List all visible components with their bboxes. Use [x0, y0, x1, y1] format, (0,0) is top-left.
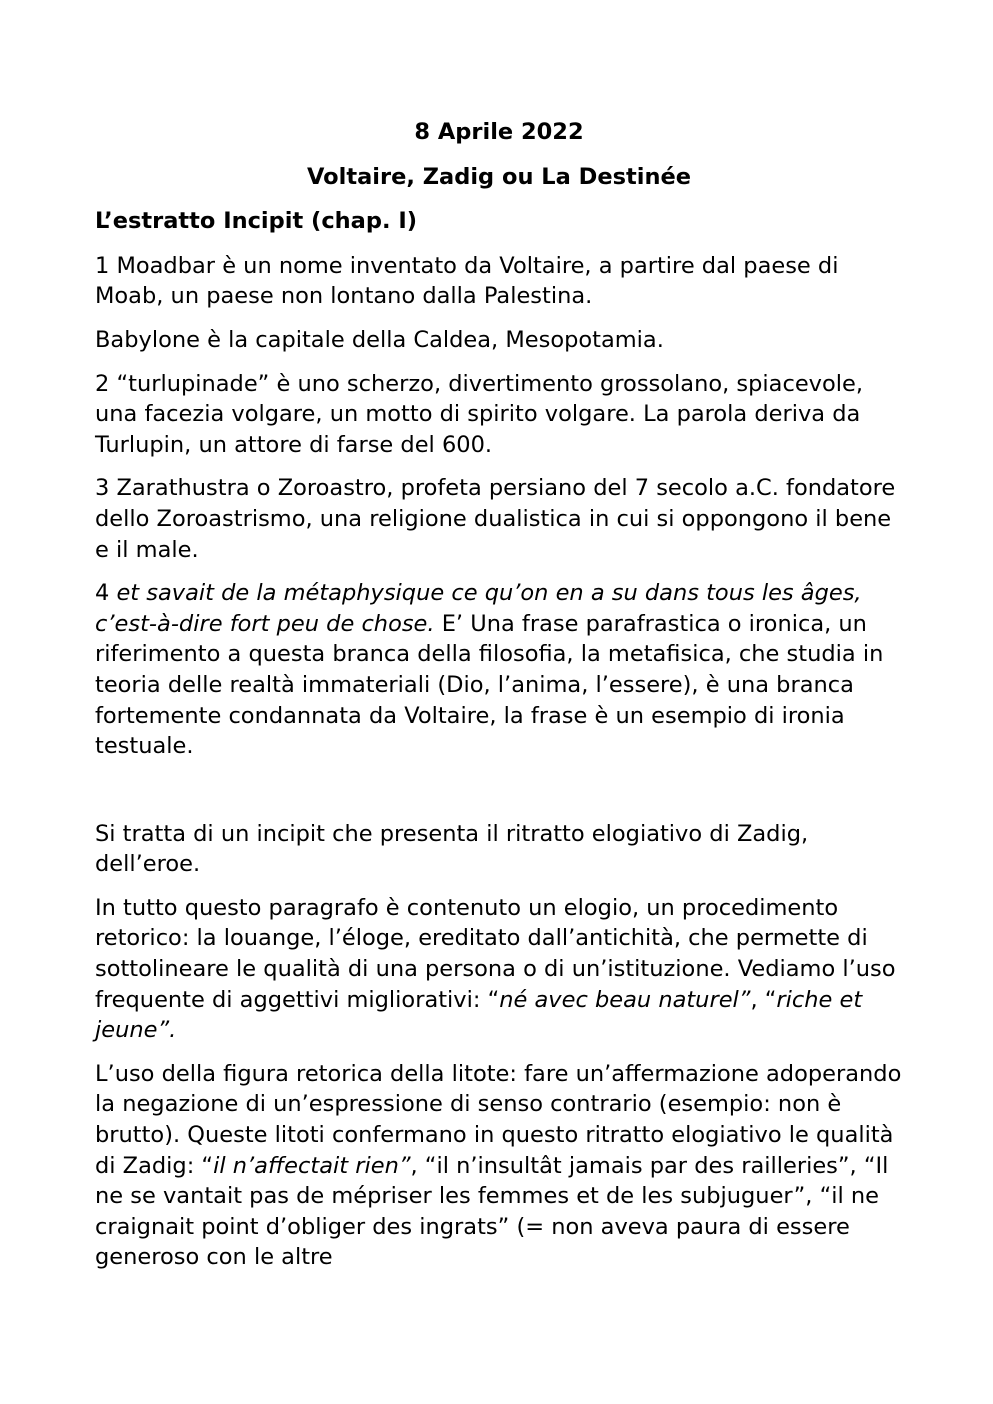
- note-4-text: E’ Una frase parafrastica o ironica, un riferimento a questa branca della filosofia, la metafisica, che studia in teoria delle realtà immateriali (Dio, l’anima, l’essere), è una branca fortemente condannata da Voltaire, la frase è un esempio di ironia testuale.: [95, 610, 884, 760]
- analysis-3-rest: , “il n’insultât jamais par des railleries”, “Il ne se vantait pas de mépriser les femmes et de les subjuguer”, “il ne craignait point d’obliger des ingrats” (= non aveva paura di essere generoso con le altre: [95, 1152, 889, 1271]
- note-3: 3 Zarathustra o Zoroastro, profeta persiano del 7 secolo a.C. fondatore dello Zoroastrismo, una religione dualistica in cui si oppongono il bene e il male.: [95, 475, 896, 563]
- paragraph-gap: [95, 775, 903, 819]
- analysis-3-text: L’uso della figura retorica della litote: fare un’affermazione adoperando la negazione di un’espressione di senso contrario (esempio: non è brutto). Queste litoti confermano in questo ritratto elogiativo le qualità di Zadig: “: [95, 1060, 902, 1179]
- analysis-2-quote-2: riche et jeune”.: [95, 986, 863, 1044]
- analysis-paragraph-1: Si tratta di un incipit che presenta il ritratto elogiativo di Zadig, dell’eroe.: [95, 820, 809, 878]
- note-4-quote: et savait de la métaphysique ce qu’on en a su dans tous les âges, c’est-à-dire fort peu de chose.: [95, 580, 862, 637]
- analysis-2-separator: , “: [750, 986, 777, 1013]
- note-4: [95, 578, 903, 762]
- analysis-paragraph-3: [95, 1059, 903, 1273]
- note-babylone: Babylone è la capitale della Caldea, Mesopotamia.: [95, 326, 664, 353]
- note-4-number: 4: [95, 580, 117, 607]
- section-heading: L’estratto Incipit (chap. I): [95, 208, 418, 235]
- document-date: 8 Aprile 2022: [414, 119, 584, 145]
- note-2: 2 “turlupinade” è uno scherzo, divertimento grossolano, spiacevole, una facezia volgare, un motto di spirito volgare. La parola deriva da Turlupin, un attore di farse del 600.: [95, 370, 863, 458]
- note-1: 1 Moadbar è un nome inventato da Voltaire, a partire dal paese di Moab, un paese non lontano dalla Palestina.: [95, 252, 839, 310]
- document-title: Voltaire, Zadig ou La Destinée: [307, 163, 691, 190]
- analysis-paragraph-2: [95, 893, 903, 1046]
- analysis-3-quote-1: il n’affectait rien”: [213, 1152, 411, 1179]
- document-page: [95, 117, 903, 1286]
- analysis-2-quote-1: né avec beau naturel”: [499, 986, 751, 1013]
- analysis-2-text: In tutto questo paragrafo è contenuto un elogio, un procedimento retorico: la louange, l’éloge, ereditato dall’antichità, che permette di sottolineare le qualità di una persona o di un’istituzione. Vediamo l’uso frequente di aggettivi migliorativi: “: [95, 894, 896, 1013]
